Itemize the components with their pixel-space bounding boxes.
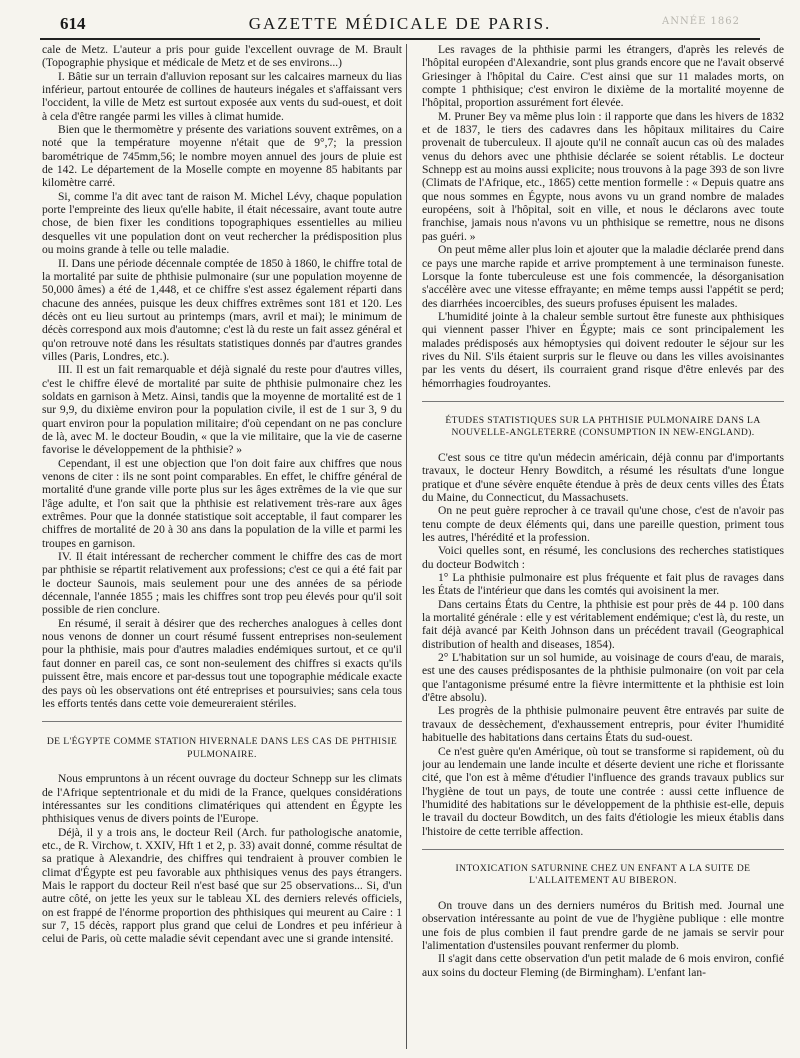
paragraph: On ne peut guère reprocher à ce travail qu'une chose, c'est de n'avoir pas tenu compte de deux éléments qui, dans une pareille question, priment tous les autres, l'hérédité et la profession. xyxy=(422,505,784,544)
paragraph: Ce n'est guère qu'en Amérique, où tout se transforme si rapidement, où du jour au lendemain une lande inculte et déserte devient une riche et florissante cité, que l'on est à même d'étudier l'influence des grands travaux publics sur l'hygiène de tout un pays, de toute une contrée : aussi cette influence de l'humidité des habitations sur le développement de la phthisie est-elle, depuis le travail du docteur Bowditch, un des faits d'étiologie les mieux établis dans l'histoire de cette terrible affection. xyxy=(422,745,784,838)
divider xyxy=(422,401,784,402)
paragraph: L'humidité jointe à la chaleur semble surtout être funeste aux phthisiques qui viennent passer l'hiver en Égypte; mais ce sont principalement les malades prédisposés aux hémoptysies qui doivent redouter le séjour sur les rives du Nil. S'ils étaient surpris sur le fleuve ou dans les villes avoisinantes par les vents du désert, ils courraient grand risque d'être enlevés par des hémorrhagies foudroyantes. xyxy=(422,310,784,390)
page-number: 614 xyxy=(60,14,86,33)
paragraph: Cependant, il est une objection que l'on doit faire aux chiffres que nous venons de citer : ils ne sont point comparables. En effet, le chiffre général de mortalité d'une grande ville porte plus sur les âges extrêmes de la vie que sur l'âge adulte, et l'on sait que la phthisie est relativement très-rare aux âges extrêmes. Pour que la donnée statistique soit acceptable, il faut comparer les chiffres de mortalité de 20 à 30 ans dans la population de la ville et parmi les troupes en garnison. xyxy=(42,457,402,550)
divider xyxy=(422,849,784,850)
paragraph: III. Il est un fait remarquable et déjà signalé du reste pour d'autres villes, c'est le chiffre élevé de mortalité par suite de phthisie pulmonaire chez les soldats en garnison à Metz. Ainsi, tandis que la moyenne de mortalité est de 1 sur 9,9, du dixième environ pour la population civile, il est de 1 sur 3, 9 du quart environ pour la population militaire; d'où cependant on ne pas conclure de là, avec M. le docteur Boudin, « que la vie militaire, que la vie de caserne favorise le développement de la phthisie? » xyxy=(42,364,402,457)
paragraph: On peut même aller plus loin et ajouter que la maladie déclarée prend dans ce pays une marche rapide et arrive promptement à une terminaison funeste. Lorsque la fonte tuberculeuse est une fois commencée, la désorganisation s'accélère avec une vitesse effrayante; en même temps aussi l'appétit se perd; des diarrhées incoercibles, des sueurs profuses épuisent les malades. xyxy=(422,244,784,310)
paragraph: Nous empruntons à un récent ouvrage du docteur Schnepp sur les climats de l'Afrique septentrionale et du midi de la France, quelques considérations intéressantes sur les conditions climatériques qui attendent en Égypte les phthisiques venus de divers points de l'Europe. xyxy=(42,773,402,826)
paragraph: 1° La phthisie pulmonaire est plus fréquente et fait plus de ravages dans les États de l'intérieur que dans les comtés qui avoisinent la mer. xyxy=(422,572,784,598)
section-title: ÉTUDES STATISTIQUES SUR LA PHTHISIE PULMONAIRE DANS LA NOUVELLE-ANGLETERRE (CONSUMPTION IN NEW-ENGLAND). xyxy=(445,414,761,439)
paragraph: Si, comme l'a dit avec tant de raison M. Michel Lévy, chaque population porte l'empreinte des lieux qu'elle habite, il était nécessaire, avant toute autre chose, de bien fixer les conditions topographiques essentielles au milieu desquelles vit une population dont on veut rechercher la prédisposition plus ou moins grande à telle ou telle maladie. xyxy=(42,190,402,257)
paragraph: II. Dans une période décennale comptée de 1850 à 1860, le chiffre total de la mortalité par suite de phthisie pulmonaire (sur une population moyenne de 50,000 âmes) a été de 1,448, et ce chiffre s'est assez également réparti dans chacune des années, puisque les deux chiffres extrêmes sont 181 et 120. Les décès ont eu lieu surtout au printemps (mars, avril et mai); le minimum de décès correspond aux mois d'automne; c'est là du reste un fait assez général et qu'on retrouve noté dans les résultats statistiques donnés par d'autres grandes villes (Paris, Londres, etc.). xyxy=(42,257,402,363)
paragraph: IV. Il était intéressant de rechercher comment le chiffre des cas de mort par phthisie se répartit relativement aux professions; c'est ce qui a été fait par le docteur Saunois, mais seulement pour une des années de sa période décennale, l'année 1855 ; mais les chiffres sont trop peu élevés pour qu'il soit possible de rien conclure. xyxy=(42,551,402,617)
journal-title: GAZETTE MÉDICALE DE PARIS. xyxy=(248,14,552,33)
paragraph: Les progrès de la phthisie pulmonaire peuvent être entravés par suite de travaux de dessèchement, d'exhaussement entrepris, pour éviter l'humidité habituelle des habitations dans certains États du sud-ouest. xyxy=(422,705,784,745)
paragraph: 2° L'habitation sur un sol humide, au voisinage de cours d'eau, de marais, est une des causes prédisposantes de la phthisie pulmonaire (on voit par cela que l'antagonisme présumé entre la fièvre intermittente et la phthisie est loin d'être absolu). xyxy=(422,652,784,705)
paragraph: Il s'agit dans cette observation d'un petit malade de 6 mois environ, confié aux soins du docteur Fleming (de Birmingham). L'enfant lan- xyxy=(422,953,784,979)
paragraph: Déjà, il y a trois ans, le docteur Reil (Arch. fur pathologische anatomie, etc., de R. Virchow, t. XXIV, Hft 1 et 2, p. 33) avait donné, comme résultat de sa pratique à Alexandrie, des chiffres qui tendraient à prouver combien le climat d'Égypte est peu favorable aux phthisiques venus des pays étrangers. Mais le rapport du docteur Reil n'est basé que sur 25 observations... Si, d'un autre côté, on jette les yeux sur le tableau XL des derniers relevés officiels, on est frappé de l'énorme proportion des phthisiques qui meurent au Caire : 1 sur 7, 15 décès, rapport plus grand que celui de Londres et peu inférieur à celui de Paris, où cette maladie sévit cependant avec une si grande intensité. xyxy=(42,826,402,946)
divider xyxy=(42,721,402,722)
paragraph: C'est sous ce titre qu'un médecin américain, déjà connu par d'importants travaux, le docteur Henry Bowditch, a résumé les résultats d'une longue pratique et d'une sévère enquête étendue à près de deux cents villes des États du Maine, du Connecticut, du Massachusets. xyxy=(422,451,784,504)
right-column xyxy=(422,44,784,1049)
paragraph: I. Bâtie sur un terrain d'alluvion reposant sur les calcaires marneux du lias inférieur, partout entourée de collines de hauteurs inégales et s'affaissant vers l'occident, la ville de Metz est surtout exposée aux vents du sud-ouest, et doit à cela d'être rangée parmi les villes à climat humide. xyxy=(42,70,402,123)
section-title: DE L'ÉGYPTE COMME STATION HIVERNALE DANS LES CAS DE PHTHISIE PULMONAIRE. xyxy=(46,736,398,760)
page-header xyxy=(40,14,760,40)
left-column xyxy=(42,44,402,1049)
paragraph: M. Pruner Bey va même plus loin : il rapporte que dans les hivers de 1832 et de 1837, le tiers des cadavres dans les hôpitaux militaires du Caire provenait de tuberculeux. Il ajoute qu'il ne connaît aucun cas où des malades venus du dehors avec une phthisie déclarée se soient rétablis. Le docteur Schnepp est au moins aussi explicite; nous trouvons à la page 393 de son livre (Climats de l'Afrique, etc., 1865) cette mention formelle : « Depuis quatre ans que nous sommes en Égypte, nous avons vu un grand nombre de malades européens, soit à l'hôpital, soit en ville, et nous le déclarons avec toute franchise, jamais nous n'avons vu un phthisique se remettre, nous ne disons pas guéri. » xyxy=(422,110,784,243)
paragraph: On trouve dans un des derniers numéros du British med. Journal une observation intéressante au point de vue de l'hygiène publique : elle montre une fois de plus combien il faut prendre garde de ne jamais se servir pour l'alimentation d'ustensiles pouvant renfermer du plomb. xyxy=(422,899,784,952)
paragraph: Bien que le thermomètre y présente des variations souvent extrêmes, on a noté que la température moyenne n'était que de 9°,7; la pression barométrique de 745mm,56; le nombre moyen annuel des jours de pluie est de 142. Le département de la Moselle compte en moyenne 85 habitants par kilomètre carré. xyxy=(42,124,402,190)
section-title: INTOXICATION SATURNINE CHEZ UN ENFANT A LA SUITE DE L'ALLAITEMENT AU BIBERON. xyxy=(455,862,751,887)
paragraph: En résumé, il serait à désirer que des recherches analogues à celles dont nous venons de donner un court résumé fussent entreprises non-seulement pour la phthisie, mais pour d'autres maladies endémiques surtout, et ce qu'il faut donner en pareil cas, ce sont non-seulement des chiffres si exacts qu'ils puissent être, mais encore et par-dessus tout une topographie médicale exacte des pays où les observations ont été entreprises et poursuivies; sans cela tous les efforts tentés dans cette voie demeureraient stériles. xyxy=(42,617,402,710)
column-rule xyxy=(406,44,407,1049)
paragraph: Les ravages de la phthisie parmi les étrangers, d'après les relevés de l'hôpital européen d'Alexandrie, sont plus grands encore que ne l'avait observé Griesinger à l'hôpital du Caire. C'est ainsi que sur 11 malades morts, on compte 1 phthisique; c'est environ le dixième de la mortalité moyenne de l'hôpital, proportion assurément fort élevée. xyxy=(422,44,784,110)
bleed-through-text: ANNÉE 1862 xyxy=(662,16,740,27)
paragraph: Voici quelles sont, en résumé, les conclusions des recherches statistiques du docteur Bodwitch : xyxy=(422,545,784,571)
paragraph: cale de Metz. L'auteur a pris pour guide l'excellent ouvrage de M. Brault (Topographie physique et médicale de Metz et de ses environs...) xyxy=(42,44,402,70)
paragraph: Dans certains États du Centre, la phthisie est pour près de 44 p. 100 dans la mortalité générale : elle y est véritablement endémique; c'est là, du reste, un fait déjà avancé par Keith Johnson dans un précédent travail (Geographical distribution of health and diseases, 1854). xyxy=(422,598,784,651)
